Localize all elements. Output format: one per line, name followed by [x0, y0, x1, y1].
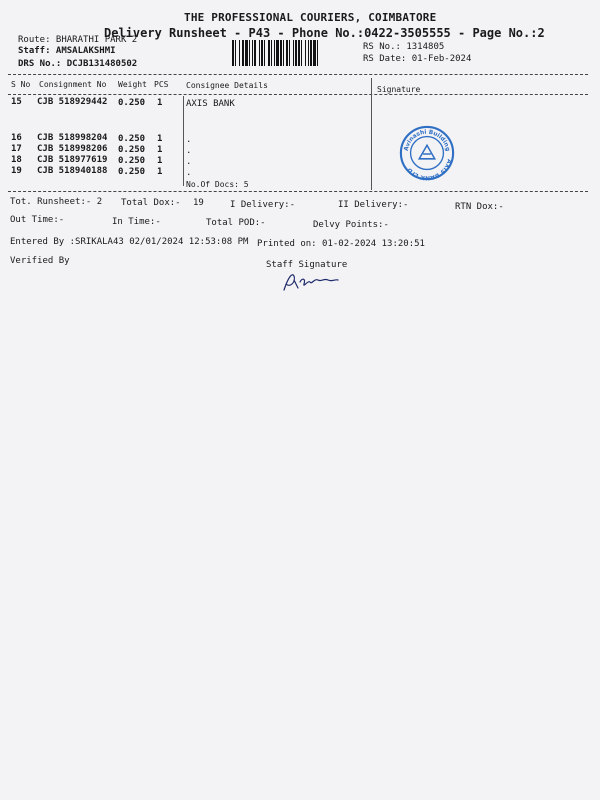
bank-logo-icon — [419, 145, 434, 159]
route-label: Route: BHARATHI PARK 2 — [18, 35, 138, 45]
in-time: In Time:- — [112, 217, 161, 227]
row-consignee: . — [186, 146, 192, 156]
no-of-docs: No.Of Docs: 5 — [186, 180, 249, 189]
table-top-rule — [8, 74, 588, 75]
rtn-dox: RTN Dox:- — [455, 202, 504, 212]
row-pcs: 1 — [157, 167, 163, 177]
header-signature: Signature — [377, 85, 421, 94]
consignee-column-divider — [183, 96, 184, 186]
header-pcs: PCS — [154, 80, 169, 89]
row-sno: 19 — [11, 166, 22, 176]
total-dox-value: 19 — [193, 198, 204, 208]
printed-on: Printed on: 01-02-2024 13:20:51 — [257, 239, 425, 249]
row-weight: 0.250 — [118, 98, 146, 108]
row-consignee: . — [186, 135, 192, 145]
row-pcs: 1 — [157, 156, 163, 166]
total-dox-label: Total Dox:- — [121, 198, 181, 208]
row-sno: 15 — [11, 97, 22, 107]
table-bottom-rule — [8, 191, 588, 192]
header-consignment: Consignment No — [39, 80, 107, 89]
staff-signature-label: Staff Signature — [266, 260, 348, 270]
stamp-text-bottom: AXIS BANK LTD — [406, 158, 452, 181]
row-weight: 0.250 — [118, 156, 146, 166]
company-title: THE PROFESSIONAL COURIERS, COIMBATORE — [184, 11, 437, 24]
ii-delivery: II Delivery:- — [338, 200, 409, 210]
tot-runsheet: Tot. Runsheet:- 2 — [10, 197, 103, 207]
row-weight: 0.250 — [118, 167, 146, 177]
verified-by: Verified By — [10, 256, 70, 266]
row-weight: 0.250 — [118, 134, 146, 144]
row-consignee: AXIS BANK — [186, 99, 235, 109]
row-sno: 16 — [11, 133, 22, 143]
row-pcs: 1 — [157, 98, 163, 108]
total-pod: Total POD:- — [206, 218, 266, 228]
row-consignment: CJB 518940188 — [37, 166, 108, 176]
header-consignee: Consignee Details — [186, 81, 268, 90]
i-delivery: I Delivery:- — [230, 200, 296, 210]
row-consignment: CJB 518998204 — [37, 133, 108, 143]
handwritten-signature — [280, 268, 342, 294]
runsheet-title: Delivery Runsheet - P43 - Phone No.:0422-3505555 - Page No.:2 — [104, 26, 545, 40]
delvy-points: Delvy Points:- — [313, 220, 389, 230]
row-consignee: . — [186, 157, 192, 167]
row-sno: 18 — [11, 155, 22, 165]
header-weight: Weight — [118, 80, 147, 89]
out-time: Out Time:- — [10, 215, 65, 225]
drs-number: DRS No.: DCJB131480502 — [18, 59, 138, 69]
row-weight: 0.250 — [118, 145, 146, 155]
header-sno: S No — [11, 80, 31, 89]
rs-date: RS Date: 01-Feb-2024 — [363, 54, 472, 64]
table-header-rule — [8, 94, 588, 95]
row-pcs: 1 — [157, 134, 163, 144]
barcode — [232, 40, 358, 66]
entered-by: Entered By :SRIKALA43 02/01/2024 12:53:08 PM — [10, 237, 249, 247]
row-consignment: CJB 518998206 — [37, 144, 108, 154]
row-consignee: . — [186, 168, 192, 178]
rs-number: RS No.: 1314805 — [363, 42, 445, 52]
stamp-text-top: Avinashi Building — [403, 129, 451, 152]
row-sno: 17 — [11, 144, 22, 154]
row-consignment: CJB 518977619 — [37, 155, 108, 165]
row-pcs: 1 — [157, 145, 163, 155]
bank-stamp — [398, 124, 456, 182]
row-consignment: CJB 518929442 — [37, 97, 108, 107]
stamp-inner-ring — [411, 137, 444, 170]
barcode-bar — [318, 40, 320, 66]
staff-label: Staff: AMSALAKSHMI — [18, 46, 116, 56]
signature-column-divider — [371, 78, 372, 190]
